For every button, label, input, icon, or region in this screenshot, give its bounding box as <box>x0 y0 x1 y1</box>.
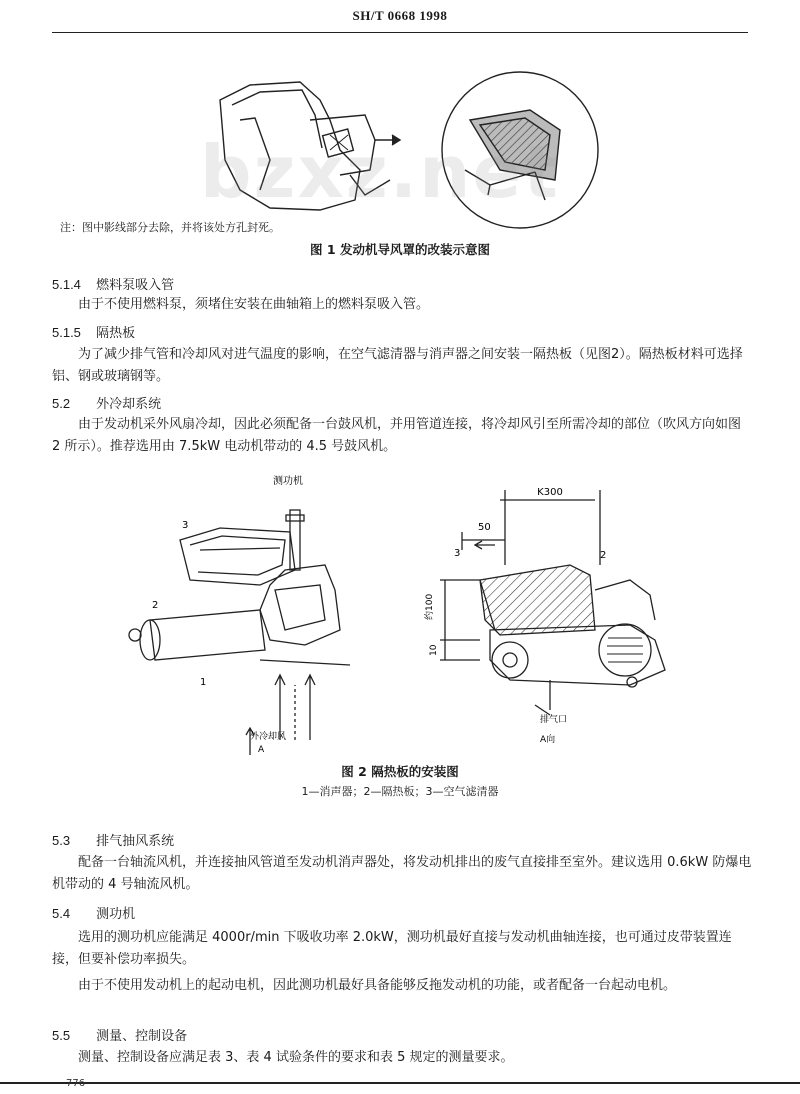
section-heading <box>52 322 135 341</box>
header-rule <box>52 32 748 33</box>
paragraph: 由于不使用发动机上的起动电机，因此测功机最好具备能够反拖发动机的功能，或者配备一台起动电机。 <box>78 978 677 993</box>
label-50: 50 <box>478 522 491 533</box>
section-title: 外冷却系统 <box>96 397 162 412</box>
label-view-a: A向 <box>540 735 556 745</box>
label-exhaust: 排气口 <box>540 715 568 725</box>
figure2-legend: 1—消声器；2—隔热板；3—空气滤清器 <box>301 785 499 798</box>
section-title: 燃料泵吸入管 <box>96 278 175 293</box>
label-side-dim: 约100 <box>425 593 435 620</box>
label-n2-right: 2 <box>600 550 607 561</box>
section-heading <box>52 393 161 412</box>
section-title: 测功机 <box>96 907 136 922</box>
label-n1-left: 1 <box>200 677 207 688</box>
section-number: 5.1.5 <box>52 325 81 340</box>
section-heading <box>52 274 174 293</box>
label-n2-left: 2 <box>152 600 159 611</box>
figure2-caption: 图 2 隔热板的安装图 <box>341 764 459 779</box>
paragraph: 配备一台轴流风机，并连接抽风管道至发动机消声器处，将发动机排出的废气直接排至室外。建议选用 0.6kW 防爆电机带动的 4 号轴流风机。 <box>52 855 752 892</box>
label-n3-left: 3 <box>182 520 189 531</box>
paragraph: 测量、控制设备应满足表 3、表 4 试验条件的要求和表 5 规定的测量要求。 <box>78 1050 514 1065</box>
paragraph: 由于发动机采外风扇冷却，因此必须配备一台鼓风机，并用管道连接，将冷却风引至所需冷却的部位（吹风方向如图 2 所示）。推荐选用由 7.5kW 电动机带动的 4.5 号鼓风机。 <box>52 417 742 454</box>
standard-code: SH/T 0668 1998 <box>352 8 448 23</box>
section-heading <box>52 903 135 922</box>
figure1-caption: 图 1 发动机导风罩的改装示意图 <box>310 242 490 257</box>
label-a: A <box>258 745 265 755</box>
paragraph: 选用的测功机应能满足 4000r/min 下吸收功率 2.0kW，测功机最好直接与发动机曲轴连接，也可通过皮带装置连接，但要补偿功率损失。 <box>52 930 732 967</box>
section-title: 测量、控制设备 <box>96 1029 188 1044</box>
label-10: 10 <box>429 644 439 656</box>
label-dynamometer: 测功机 <box>273 476 303 487</box>
section-title: 排气抽风系统 <box>96 834 175 849</box>
label-k300: K300 <box>537 487 563 498</box>
paragraph: 为了减少排气管和冷却风对进气温度的影响，在空气滤清器与消声器之间安装一隔热板（见图2）。隔热板材料可选择铝、钢或玻璃钢等。 <box>52 347 743 384</box>
figure1-note: 注：图中影线部分去除，并将该处方孔封死。 <box>60 221 280 234</box>
section-heading <box>52 830 174 849</box>
section-number: 5.2 <box>52 396 71 411</box>
section-number: 5.3 <box>52 833 71 848</box>
label-cooling-air: 外冷却风 <box>250 732 287 742</box>
footer-rule <box>0 1082 800 1084</box>
page-header <box>0 0 800 36</box>
page-number: 776 <box>66 1078 86 1089</box>
watermark: bzxz.net <box>200 130 560 214</box>
figure2-diagram <box>110 470 690 770</box>
section-number: 5.5 <box>52 1028 71 1043</box>
section-number: 5.4 <box>52 906 71 921</box>
section-title: 隔热板 <box>96 326 136 341</box>
paragraph: 由于不使用燃料泵，须堵住安装在曲轴箱上的燃料泵吸入管。 <box>78 297 430 312</box>
section-number: 5.1.4 <box>52 277 81 292</box>
label-n3-right: 3 <box>454 548 461 559</box>
section-heading <box>52 1025 187 1044</box>
